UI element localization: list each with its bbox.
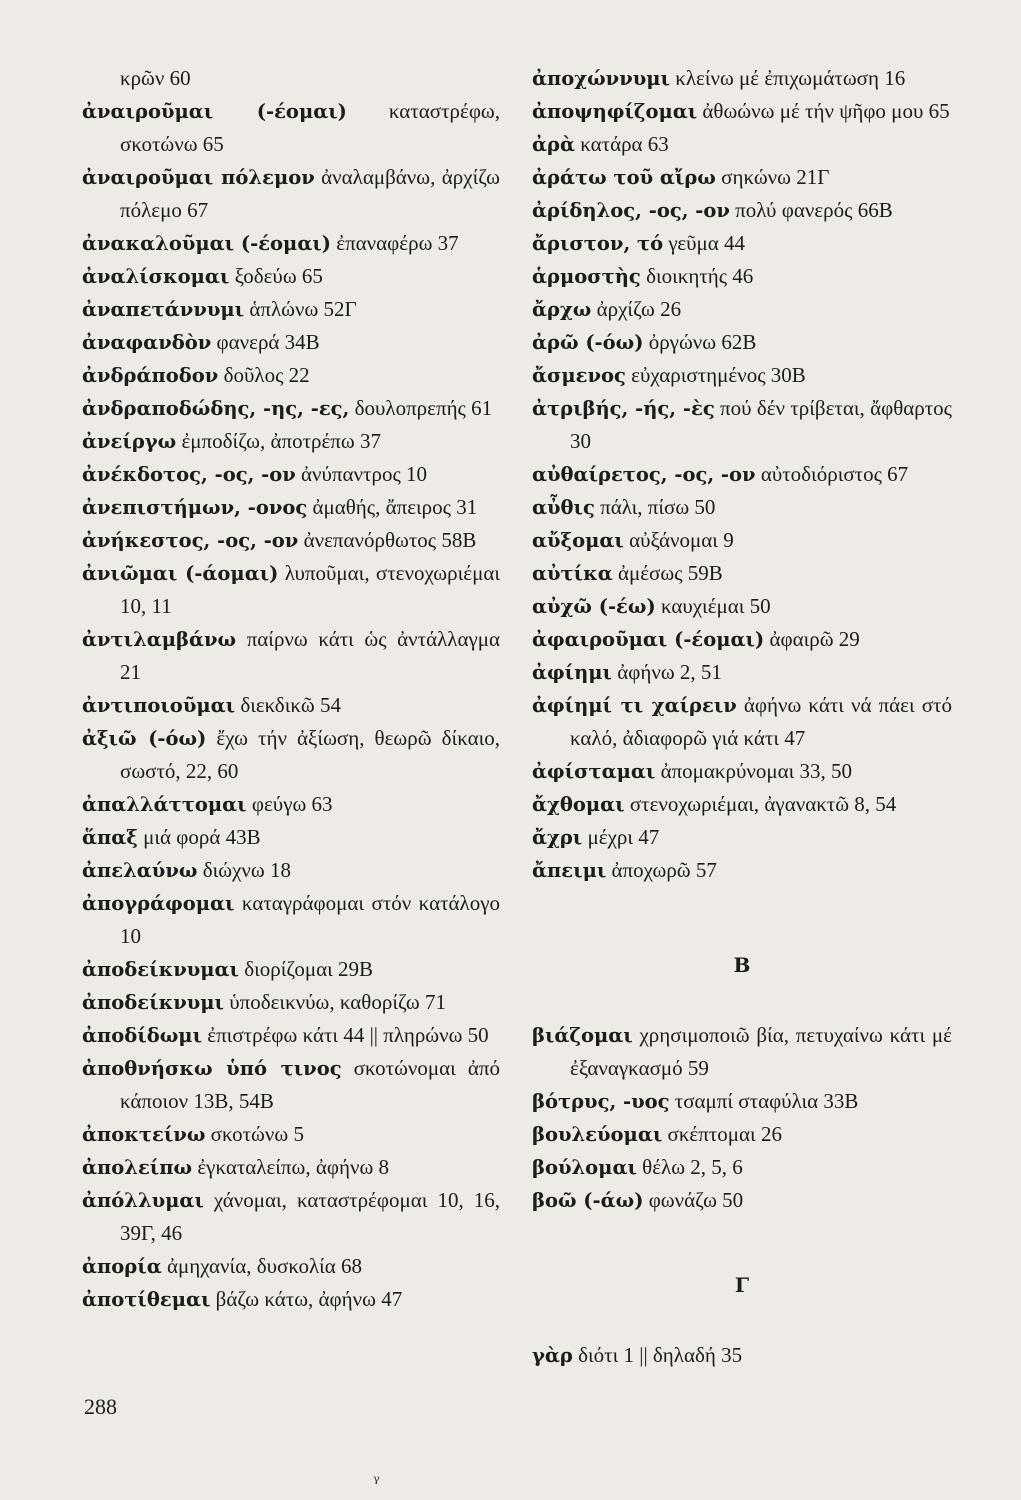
entry-headword: αὔξομαι — [532, 529, 624, 552]
entries-alpha-continued — [532, 62, 952, 887]
dictionary-entry — [532, 260, 952, 293]
page-number: 288 — [84, 1394, 117, 1419]
entry-headword: ἀντιποιοῦμαι — [82, 694, 236, 717]
dictionary-entry — [82, 689, 500, 722]
entry-gloss: ξοδεύω 65 — [229, 264, 323, 288]
right-column — [532, 62, 952, 1372]
entry-gloss: βάζω κάτω, ἀφήνω 47 — [210, 1287, 403, 1311]
entry-gloss: λυποῦμαι, στενοχωριέμαι 10, 11 — [120, 561, 500, 618]
dictionary-entry — [82, 1151, 500, 1184]
dictionary-entry — [532, 1151, 952, 1184]
entry-headword: ἀποδίδωμι — [82, 1024, 203, 1047]
entry-gloss: ἁπλώνω 52Γ — [244, 297, 357, 321]
dictionary-entry — [82, 854, 500, 887]
entry-headword: ἀπόλλυμαι — [82, 1189, 204, 1212]
entry-headword: ἀπογράφομαι — [82, 892, 235, 915]
entry-gloss: δουλοπρεπής 61 — [349, 396, 493, 420]
dictionary-entry — [532, 227, 952, 260]
entry-headword: ἄχρι — [532, 826, 583, 849]
entry-gloss: παίρνω κάτι ὡς ἀντάλλαγμα 21 — [120, 627, 500, 684]
entry-headword: ἀπελαύνω — [82, 859, 198, 882]
dictionary-entry — [82, 524, 500, 557]
entry-gloss: ἐπαναφέρω 37 — [331, 231, 459, 255]
entry-gloss: ἔχω τήν ἀξίωση, θεωρῶ δίκαιο, σωστό, 22, 60 — [120, 726, 500, 783]
dictionary-entry — [82, 1019, 500, 1052]
dictionary-entry — [82, 821, 500, 854]
entry-gloss: κατάρα 63 — [574, 132, 669, 156]
entry-gloss: ἀπομακρύνομαι 33, 50 — [655, 759, 853, 783]
entry-gloss: μιά φορά 43Β — [137, 825, 261, 849]
entry-headword: ἀποθνήσκω ὑπό τινος — [82, 1057, 342, 1080]
dictionary-entry — [532, 755, 952, 788]
dictionary-entry — [532, 557, 952, 590]
dictionary-entry — [82, 95, 500, 161]
entry-gloss: δοῦλος 22 — [218, 363, 310, 387]
entry-headword: βιάζομαι — [532, 1024, 633, 1047]
entries-beta — [532, 1019, 952, 1217]
dictionary-entry — [532, 656, 952, 689]
entry-headword: ἀνδραποδώδης, -ης, -ες, — [82, 397, 350, 420]
dictionary-entry — [82, 1184, 500, 1250]
dictionary-entry — [532, 458, 952, 491]
entry-gloss: ὑποδεικνύω, καθορίζω 71 — [223, 990, 446, 1014]
section-heading-beta: Β — [733, 953, 751, 977]
entry-gloss: στενοχωριέμαι, ἀγανακτῶ 8, 54 — [624, 792, 897, 816]
dictionary-entry — [532, 62, 952, 95]
entry-headword: βοῶ (-άω) — [532, 1189, 644, 1212]
dictionary-entry — [532, 293, 952, 326]
entry-headword: ἁρμοστὴς — [532, 265, 641, 288]
entry-gloss: ἀφαιρῶ 29 — [764, 627, 860, 651]
entry-headword: ἀράτω τοῦ αἴρω — [532, 166, 716, 189]
dictionary-entry — [82, 887, 500, 953]
entry-headword: ἀνέκδοτος, -ος, -ον — [82, 463, 296, 486]
entry-gloss: καταγράφομαι στόν κατάλογο 10 — [120, 891, 500, 948]
dictionary-entry — [532, 788, 952, 821]
entry-gloss: ἐπιστρέφω κάτι 44 || πληρώνω 50 — [202, 1023, 489, 1047]
entry-headword: αὐτίκα — [532, 562, 613, 585]
entry-headword: ἀνιῶμαι (-άομαι) — [82, 562, 279, 585]
entry-gloss: ἀφήνω κάτι νά πάει στό καλό, ἀδιαφορῶ γιά κάτι 47 — [570, 693, 952, 750]
dictionary-entry — [82, 491, 500, 524]
entry-headword: ἀναφανδὸν — [82, 331, 212, 354]
dictionary-entry — [532, 689, 952, 755]
dictionary-entry — [532, 326, 952, 359]
entry-headword: ἄχθομαι — [532, 793, 625, 816]
entry-headword: ἀναιροῦμαι πόλεμον — [82, 166, 315, 189]
dictionary-entry — [532, 623, 952, 656]
dictionary-entry — [532, 161, 952, 194]
entry-headword: ἀνακαλοῦμαι (-έομαι) — [82, 232, 331, 255]
entry-headword: αὐθαίρετος, -ος, -ον — [532, 463, 756, 486]
dictionary-entry — [82, 623, 500, 689]
entry-headword: ἀναιροῦμαι (-έομαι) — [82, 100, 347, 123]
entry-headword: ἀνείργω — [82, 430, 177, 453]
dictionary-entry — [82, 293, 500, 326]
dictionary-entry — [532, 1118, 952, 1151]
section-heading-gamma: Γ — [734, 1273, 750, 1297]
dictionary-entry — [82, 953, 500, 986]
dictionary-entry — [532, 1339, 952, 1372]
entry-headword: ἀναπετάννυμι — [82, 298, 245, 321]
entry-gloss: μέχρι 47 — [582, 825, 660, 849]
entry-gloss: πολύ φανερός 66Β — [729, 198, 893, 222]
entry-headword: ἄρχω — [532, 298, 592, 321]
entry-headword: ἀποτίθεμαι — [82, 1288, 211, 1311]
stray-mark: ᵧ — [373, 1466, 380, 1487]
dictionary-entry — [82, 260, 500, 293]
entry-gloss: αὐτοδιόριστος 67 — [755, 462, 909, 486]
entry-gloss: ἀναλαμβάνω, ἀρχίζω πόλεμο 67 — [120, 165, 500, 222]
entry-headword: ἀπορία — [82, 1255, 162, 1278]
entry-gloss: ἀρχίζω 26 — [591, 297, 682, 321]
dictionary-entry — [82, 227, 500, 260]
entry-headword: ἄριστον, τό — [532, 232, 664, 255]
entry-gloss: χρησιμοποιῶ βία, πετυχαίνω κάτι μέ ἐξαναγκασμό 59 — [570, 1023, 952, 1080]
entry-headword: ἀνδράποδον — [82, 364, 219, 387]
entry-headword: ἀξιῶ (-όω) — [82, 727, 207, 750]
entry-gloss: ὀργώνω 62Β — [643, 330, 757, 354]
dictionary-entry — [532, 359, 952, 392]
entry-gloss: φεύγω 63 — [246, 792, 333, 816]
entries-gamma — [532, 1339, 952, 1372]
entry-gloss: σκοτώνω 5 — [205, 1122, 304, 1146]
entry-gloss: θέλω 2, 5, 6 — [636, 1155, 743, 1179]
entry-gloss: καυχιέμαι 50 — [655, 594, 771, 618]
dictionary-entry — [82, 425, 500, 458]
entry-headword: ἀτριβής, -ής, -ὲς — [532, 397, 715, 420]
dictionary-entry — [82, 722, 500, 788]
dictionary-entry — [532, 854, 952, 887]
entry-gloss: διώχνω 18 — [197, 858, 291, 882]
dictionary-entry — [82, 161, 500, 227]
dictionary-entry — [82, 392, 500, 425]
entry-headword: βότρυς, -υος — [532, 1090, 670, 1113]
entry-gloss: κρῶν 60 — [120, 66, 191, 90]
entry-gloss: πάλι, πίσω 50 — [594, 495, 716, 519]
entry-headword: ἀναλίσκομαι — [82, 265, 230, 288]
entry-headword: ἀντιλαμβάνω — [82, 628, 237, 651]
dictionary-entry — [532, 1019, 952, 1085]
dictionary-entry — [532, 194, 952, 227]
entry-headword: ἀνήκεστος, -ος, -ον — [82, 529, 299, 552]
entry-headword: ἅπαξ — [82, 826, 138, 849]
entry-headword: ἀποκτείνω — [82, 1123, 206, 1146]
entry-gloss: χάνομαι, καταστρέφομαι 10, 16, 39Γ, 46 — [120, 1188, 500, 1245]
entry-headword: ἄσμενος — [532, 364, 626, 387]
entry-gloss: φωνάζω 50 — [643, 1188, 744, 1212]
dictionary-entry — [532, 95, 952, 128]
entry-headword: αὐχῶ (-έω) — [532, 595, 656, 618]
entry-gloss: ἀμηχανία, δυσκολία 68 — [161, 1254, 363, 1278]
dictionary-entry — [82, 359, 500, 392]
dictionary-entry — [82, 1250, 500, 1283]
dictionary-entry — [532, 821, 952, 854]
left-column — [82, 62, 500, 1316]
entry-headword: ἀφαιροῦμαι (-έομαι) — [532, 628, 765, 651]
entry-headword: ἄπειμι — [532, 859, 607, 882]
dictionary-entry — [82, 1283, 500, 1316]
entry-headword: βουλεύομαι — [532, 1123, 663, 1146]
entry-gloss: ἀνύπαντρος 10 — [295, 462, 428, 486]
entry-gloss: φανερά 34Β — [211, 330, 320, 354]
entry-headword: ἀποδείκνυμαι — [82, 958, 239, 981]
entry-gloss: καταστρέφω, σκοτώνω 65 — [120, 99, 501, 156]
dictionary-entry — [82, 1052, 500, 1118]
dictionary-entry — [532, 1184, 952, 1217]
entry-gloss: διότι 1 || δηλαδή 35 — [572, 1343, 743, 1367]
entry-headword: ἀπαλλάττομαι — [82, 793, 247, 816]
entry-gloss: διορίζομαι 29Β — [238, 957, 373, 981]
dictionary-entry — [532, 491, 952, 524]
dictionary-entry — [532, 590, 952, 623]
entry-gloss: ἀθωώνω μέ τήν ψῆφο μου 65 — [697, 99, 950, 123]
entry-headword: ἀφίημί τι χαίρειν — [532, 694, 737, 717]
entry-gloss: διεκδικῶ 54 — [235, 693, 341, 717]
dictionary-entry — [82, 326, 500, 359]
dictionary-entry — [532, 128, 952, 161]
entry-gloss: ἐμποδίζω, ἀποτρέπω 37 — [176, 429, 381, 453]
entry-headword: γὰρ — [532, 1344, 573, 1367]
entry-headword: ἀπολείπω — [82, 1156, 193, 1179]
entry-gloss: ἀποχωρῶ 57 — [606, 858, 717, 882]
dictionary-entry — [82, 557, 500, 623]
entry-headword: αὖθις — [532, 496, 595, 519]
entry-gloss: κλείνω μέ ἐπιχωμάτωση 16 — [669, 66, 906, 90]
dictionary-entry — [82, 458, 500, 491]
dictionary-entry — [532, 524, 952, 557]
dictionary-entry — [82, 788, 500, 821]
dictionary-entry — [82, 986, 500, 1019]
entry-gloss: σκοτώνομαι ἀπό κάποιον 13Β, 54Β — [120, 1056, 500, 1113]
entry-headword: βούλομαι — [532, 1156, 637, 1179]
entry-headword: ἀρῶ (-όω) — [532, 331, 644, 354]
entry-headword: ἀρὰ — [532, 133, 575, 156]
entry-gloss: πού δέν τρίβεται, ἄφθαρτος 30 — [570, 396, 952, 453]
entry-gloss: σηκώνω 21Γ — [715, 165, 830, 189]
entry-headword: ἀποδείκνυμι — [82, 991, 224, 1014]
entry-headword: ἀρίδηλος, -ος, -ον — [532, 199, 730, 222]
dictionary-entry — [532, 1085, 952, 1118]
entry-gloss: ἀμέσως 59Β — [612, 561, 723, 585]
dictionary-entry — [532, 392, 952, 458]
entry-headword: ἀφίημι — [532, 661, 612, 684]
entry-headword: ἀνεπιστήμων, -ονος — [82, 496, 308, 519]
entry-gloss: ἀμαθής, ἄπειρος 31 — [307, 495, 478, 519]
entry-gloss: εὐχαριστημένος 30Β — [625, 363, 806, 387]
entry-gloss: γεῦμα 44 — [663, 231, 746, 255]
entry-gloss: τσαμπί σταφύλια 33Β — [669, 1089, 859, 1113]
dictionary-entry — [82, 1118, 500, 1151]
entry-gloss: σκέπτομαι 26 — [662, 1122, 782, 1146]
entry-headword: ἀποχώννυμι — [532, 67, 670, 90]
entry-gloss: ἐγκαταλείπω, ἀφήνω 8 — [192, 1155, 390, 1179]
entry-gloss: ἀφήνω 2, 51 — [611, 660, 722, 684]
entry-gloss: ἀνεπανόρθωτος 58Β — [298, 528, 477, 552]
entry-headword: ἀφίσταμαι — [532, 760, 656, 783]
entry-gloss: διοικητής 46 — [640, 264, 754, 288]
entry-headword: ἀποψηφίζομαι — [532, 100, 698, 123]
entry-gloss: αὐξάνομαι 9 — [623, 528, 734, 552]
dictionary-entry — [82, 62, 500, 95]
